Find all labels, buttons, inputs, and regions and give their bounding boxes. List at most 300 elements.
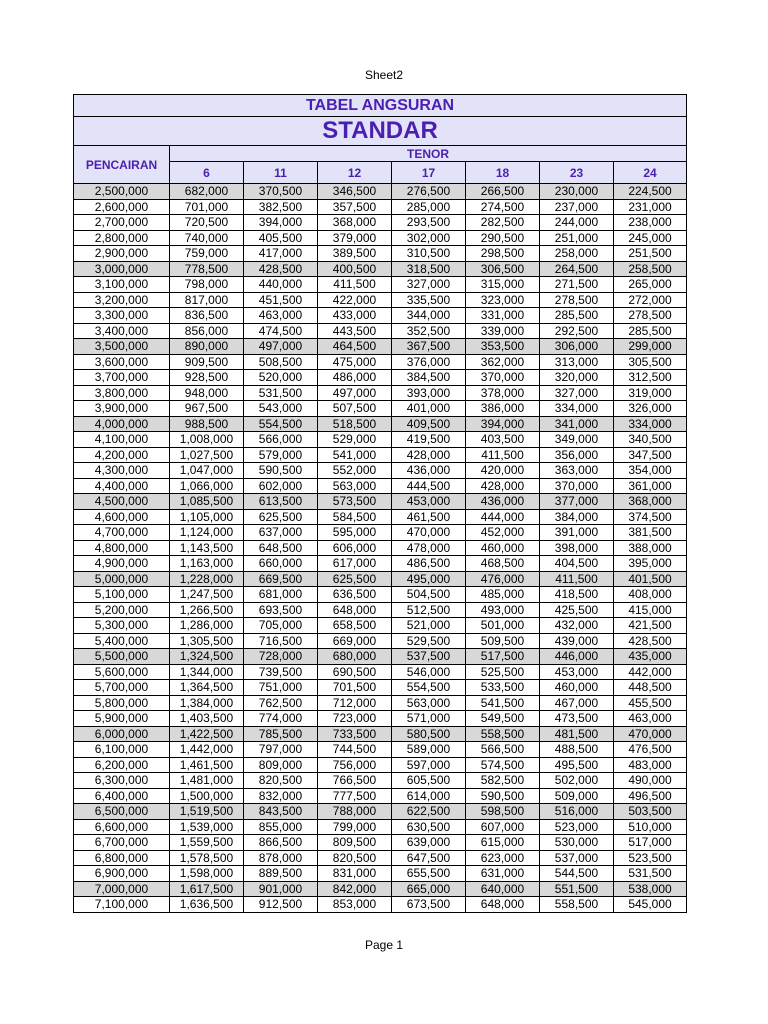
table-row: [74, 478, 687, 494]
table-row: [74, 866, 687, 882]
installment-cell: 1,163,000: [170, 556, 244, 572]
installment-cell: 266,500: [466, 184, 540, 200]
installment-cell: 467,000: [540, 695, 614, 711]
installment-cell: 531,500: [614, 866, 687, 882]
installment-cell: 740,000: [170, 230, 244, 246]
installment-cell: 762,500: [244, 695, 318, 711]
installment-cell: 378,000: [466, 385, 540, 401]
installment-cell: 1,559,500: [170, 835, 244, 851]
pencairan-cell: 5,900,000: [74, 711, 170, 727]
tenor-column-header: 6: [170, 162, 244, 184]
installment-cell: 507,500: [318, 401, 392, 417]
installment-cell: 890,000: [170, 339, 244, 355]
installment-cell: 443,500: [318, 323, 392, 339]
installment-cell: 502,000: [540, 773, 614, 789]
pencairan-cell: 7,000,000: [74, 881, 170, 897]
installment-cell: 341,000: [540, 416, 614, 432]
installment-cell: 421,500: [614, 618, 687, 634]
installment-cell: 398,000: [540, 540, 614, 556]
installment-cell: 486,000: [318, 370, 392, 386]
installment-cell: 420,000: [466, 463, 540, 479]
installment-cell: 613,500: [244, 494, 318, 510]
installment-cell: 272,000: [614, 292, 687, 308]
installment-cell: 436,000: [466, 494, 540, 510]
installment-cell: 310,500: [392, 246, 466, 262]
table-row: [74, 370, 687, 386]
installment-cell: 785,500: [244, 726, 318, 742]
pencairan-cell: 3,100,000: [74, 277, 170, 293]
installment-cell: 584,500: [318, 509, 392, 525]
installment-cell: 1,481,000: [170, 773, 244, 789]
installment-cell: 224,500: [614, 184, 687, 200]
installment-cell: 530,000: [540, 835, 614, 851]
table-row: [74, 602, 687, 618]
installment-cell: 278,500: [614, 308, 687, 324]
table-row: [74, 788, 687, 804]
installment-cell: 493,000: [466, 602, 540, 618]
installment-cell: 1,539,000: [170, 819, 244, 835]
installment-cell: 367,500: [392, 339, 466, 355]
tenor-column-header: 12: [318, 162, 392, 184]
installment-cell: 866,500: [244, 835, 318, 851]
installment-cell: 357,500: [318, 199, 392, 215]
installment-cell: 537,000: [540, 850, 614, 866]
installment-cell: 878,000: [244, 850, 318, 866]
pencairan-cell: 6,800,000: [74, 850, 170, 866]
table-row: [74, 680, 687, 696]
installment-cell: 451,500: [244, 292, 318, 308]
pencairan-cell: 3,400,000: [74, 323, 170, 339]
installment-cell: 331,000: [466, 308, 540, 324]
pencairan-cell: 2,800,000: [74, 230, 170, 246]
installment-cell: 418,500: [540, 587, 614, 603]
tenor-column-header: 11: [244, 162, 318, 184]
installment-cell: 716,500: [244, 633, 318, 649]
installment-cell: 809,500: [318, 835, 392, 851]
installment-cell: 376,000: [392, 354, 466, 370]
pencairan-cell: 2,900,000: [74, 246, 170, 262]
table-row: [74, 432, 687, 448]
installment-cell: 509,500: [466, 633, 540, 649]
installment-cell: 400,500: [318, 261, 392, 277]
installment-cell: 401,500: [614, 571, 687, 587]
installment-cell: 384,000: [540, 509, 614, 525]
table-row: [74, 571, 687, 587]
installment-cell: 589,000: [392, 742, 466, 758]
table-row: [74, 556, 687, 572]
installment-cell: 546,000: [392, 664, 466, 680]
installment-cell: 409,500: [392, 416, 466, 432]
installment-cell: 461,500: [392, 509, 466, 525]
installment-cell: 374,500: [614, 509, 687, 525]
installment-cell: 558,500: [466, 726, 540, 742]
installment-cell: 521,000: [392, 618, 466, 634]
installment-cell: 508,500: [244, 354, 318, 370]
installment-cell: 352,500: [392, 323, 466, 339]
installment-cell: 404,500: [540, 556, 614, 572]
installment-cell: 475,000: [318, 354, 392, 370]
pencairan-cell: 6,900,000: [74, 866, 170, 882]
installment-cell: 582,500: [466, 773, 540, 789]
installment-cell: 590,500: [466, 788, 540, 804]
table-row: [74, 881, 687, 897]
installment-cell: 909,500: [170, 354, 244, 370]
pencairan-cell: 2,700,000: [74, 215, 170, 231]
installment-cell: 363,000: [540, 463, 614, 479]
installment-cell: 669,000: [318, 633, 392, 649]
installment-cell: 605,500: [392, 773, 466, 789]
pencairan-cell: 4,200,000: [74, 447, 170, 463]
table-row: [74, 633, 687, 649]
installment-cell: 720,500: [170, 215, 244, 231]
installment-cell: 551,500: [540, 881, 614, 897]
pencairan-cell: 6,700,000: [74, 835, 170, 851]
installment-cell: 391,000: [540, 525, 614, 541]
pencairan-cell: 4,400,000: [74, 478, 170, 494]
installment-cell: 681,000: [244, 587, 318, 603]
installment-cell: 820,500: [244, 773, 318, 789]
table-title: TABEL ANGSURAN: [74, 95, 687, 117]
installment-cell: 435,000: [614, 649, 687, 665]
table-row: [74, 525, 687, 541]
pencairan-cell: 7,100,000: [74, 897, 170, 913]
installment-cell: 463,000: [614, 711, 687, 727]
installment-cell: 531,500: [244, 385, 318, 401]
installment-cell: 485,000: [466, 587, 540, 603]
installment-cell: 1,143,500: [170, 540, 244, 556]
installment-cell: 452,000: [466, 525, 540, 541]
installment-cell: 370,500: [244, 184, 318, 200]
installment-cell: 798,000: [170, 277, 244, 293]
installment-cell: 411,500: [318, 277, 392, 293]
pencairan-cell: 5,200,000: [74, 602, 170, 618]
table-row: [74, 385, 687, 401]
installment-cell: 455,500: [614, 695, 687, 711]
installment-cell: 354,000: [614, 463, 687, 479]
installment-cell: 1,324,500: [170, 649, 244, 665]
installment-cell: 251,000: [540, 230, 614, 246]
installment-cell: 1,617,500: [170, 881, 244, 897]
installment-cell: 566,000: [244, 432, 318, 448]
installment-cell: 1,500,000: [170, 788, 244, 804]
installment-cell: 545,000: [614, 897, 687, 913]
pencairan-cell: 3,800,000: [74, 385, 170, 401]
installment-cell: 673,500: [392, 897, 466, 913]
installment-cell: 660,000: [244, 556, 318, 572]
installment-cell: 483,000: [614, 757, 687, 773]
installment-cell: 541,500: [466, 695, 540, 711]
installment-cell: 512,500: [392, 602, 466, 618]
pencairan-cell: 3,900,000: [74, 401, 170, 417]
installment-cell: 788,000: [318, 804, 392, 820]
tenor-column-header: 17: [392, 162, 466, 184]
pencairan-cell: 5,000,000: [74, 571, 170, 587]
installment-cell: 323,000: [466, 292, 540, 308]
installment-cell: 756,000: [318, 757, 392, 773]
installment-cell: 334,000: [614, 416, 687, 432]
pencairan-cell: 6,300,000: [74, 773, 170, 789]
installment-cell: 759,000: [170, 246, 244, 262]
installment-cell: 529,500: [392, 633, 466, 649]
table-row: [74, 261, 687, 277]
installment-cell: 739,500: [244, 664, 318, 680]
installment-cell: 655,500: [392, 866, 466, 882]
pencairan-cell: 5,700,000: [74, 680, 170, 696]
installment-cell: 517,500: [466, 649, 540, 665]
table-row: [74, 695, 687, 711]
pencairan-cell: 3,500,000: [74, 339, 170, 355]
pencairan-cell: 3,200,000: [74, 292, 170, 308]
installment-cell: 617,000: [318, 556, 392, 572]
installment-cell: 497,000: [318, 385, 392, 401]
installment-cell: 474,500: [244, 323, 318, 339]
pencairan-cell: 3,300,000: [74, 308, 170, 324]
installment-cell: 647,500: [392, 850, 466, 866]
installment-cell: 889,500: [244, 866, 318, 882]
table-row: [74, 711, 687, 727]
installment-cell: 579,000: [244, 447, 318, 463]
installment-cell: 1,247,500: [170, 587, 244, 603]
installment-cell: 403,500: [466, 432, 540, 448]
installment-cell: 394,000: [244, 215, 318, 231]
installment-cell: 393,000: [392, 385, 466, 401]
installment-cell: 313,000: [540, 354, 614, 370]
table-row: [74, 819, 687, 835]
table-row: [74, 339, 687, 355]
installment-cell: 637,000: [244, 525, 318, 541]
installment-cell: 231,000: [614, 199, 687, 215]
installment-cell: 258,500: [614, 261, 687, 277]
installment-cell: 832,000: [244, 788, 318, 804]
installment-cell: 463,000: [244, 308, 318, 324]
pencairan-cell: 6,500,000: [74, 804, 170, 820]
installment-cell: 928,500: [170, 370, 244, 386]
installment-cell: 302,000: [392, 230, 466, 246]
installment-cell: 238,000: [614, 215, 687, 231]
tenor-header: TENOR: [170, 146, 687, 162]
installment-cell: 1,124,000: [170, 525, 244, 541]
installment-cell: 298,500: [466, 246, 540, 262]
installment-cell: 912,500: [244, 897, 318, 913]
installment-cell: 470,000: [614, 726, 687, 742]
installment-cell: 425,500: [540, 602, 614, 618]
installment-cell: 1,598,000: [170, 866, 244, 882]
installment-cell: 817,000: [170, 292, 244, 308]
installment-cell: 778,500: [170, 261, 244, 277]
installment-cell: 453,000: [392, 494, 466, 510]
table-row: [74, 664, 687, 680]
page-number: Page 1: [364, 938, 404, 952]
installment-cell: 405,500: [244, 230, 318, 246]
installment-cell: 723,000: [318, 711, 392, 727]
installment-cell: 353,500: [466, 339, 540, 355]
table-row: [74, 494, 687, 510]
installment-cell: 334,000: [540, 401, 614, 417]
installment-cell: 1,578,500: [170, 850, 244, 866]
installment-cell: 580,500: [392, 726, 466, 742]
table-row: [74, 897, 687, 913]
tenor-column-header: 18: [466, 162, 540, 184]
installment-cell: 285,500: [540, 308, 614, 324]
pencairan-cell: 6,600,000: [74, 819, 170, 835]
table-row: [74, 354, 687, 370]
installment-cell: 701,500: [318, 680, 392, 696]
table-row: [74, 587, 687, 603]
installment-cell: 503,500: [614, 804, 687, 820]
table-row: [74, 618, 687, 634]
pencairan-cell: 5,800,000: [74, 695, 170, 711]
installment-cell: 453,000: [540, 664, 614, 680]
installment-cell: 433,000: [318, 308, 392, 324]
pencairan-cell: 4,900,000: [74, 556, 170, 572]
installment-cell: 271,500: [540, 277, 614, 293]
installment-cell: 623,000: [466, 850, 540, 866]
installment-cell: 607,000: [466, 819, 540, 835]
installment-cell: 636,500: [318, 587, 392, 603]
table-row: [74, 540, 687, 556]
installment-cell: 446,000: [540, 649, 614, 665]
installment-cell: 1,461,500: [170, 757, 244, 773]
installment-cell: 614,000: [392, 788, 466, 804]
installment-cell: 728,000: [244, 649, 318, 665]
table-row: [74, 835, 687, 851]
pencairan-cell: 6,400,000: [74, 788, 170, 804]
installment-cell: 356,000: [540, 447, 614, 463]
installment-cell: 428,000: [392, 447, 466, 463]
installment-cell: 799,000: [318, 819, 392, 835]
installment-cell: 529,000: [318, 432, 392, 448]
installment-cell: 326,000: [614, 401, 687, 417]
installment-cell: 274,500: [466, 199, 540, 215]
table-row: [74, 199, 687, 215]
installment-cell: 419,500: [392, 432, 466, 448]
installment-cell: 386,000: [466, 401, 540, 417]
table-row: [74, 215, 687, 231]
table-row: [74, 757, 687, 773]
installment-cell: 1,027,500: [170, 447, 244, 463]
installment-cell: 305,500: [614, 354, 687, 370]
installment-cell: 836,500: [170, 308, 244, 324]
installment-cell: 490,000: [614, 773, 687, 789]
installment-cell: 948,000: [170, 385, 244, 401]
installment-cell: 245,000: [614, 230, 687, 246]
installment-cell: 370,000: [466, 370, 540, 386]
installment-cell: 658,500: [318, 618, 392, 634]
installment-cell: 625,500: [318, 571, 392, 587]
installment-cell: 640,000: [466, 881, 540, 897]
installment-cell: 401,000: [392, 401, 466, 417]
tenor-column-header: 24: [614, 162, 687, 184]
table-row: [74, 447, 687, 463]
installment-cell: 630,500: [392, 819, 466, 835]
table-row: [74, 850, 687, 866]
installment-cell: 306,500: [466, 261, 540, 277]
installment-cell: 379,000: [318, 230, 392, 246]
table-row: [74, 649, 687, 665]
installment-cell: 320,000: [540, 370, 614, 386]
installment-cell: 554,500: [392, 680, 466, 696]
installment-cell: 606,000: [318, 540, 392, 556]
installment-cell: 1,305,500: [170, 633, 244, 649]
installment-cell: 389,500: [318, 246, 392, 262]
installment-cell: 523,000: [540, 819, 614, 835]
installment-cell: 523,500: [614, 850, 687, 866]
installment-cell: 428,500: [614, 633, 687, 649]
table-row: [74, 308, 687, 324]
installment-cell: 573,500: [318, 494, 392, 510]
installment-cell: 495,500: [540, 757, 614, 773]
pencairan-cell: 5,100,000: [74, 587, 170, 603]
installment-cell: 518,500: [318, 416, 392, 432]
installment-cell: 368,000: [318, 215, 392, 231]
installment-cell: 516,000: [540, 804, 614, 820]
pencairan-cell: 4,000,000: [74, 416, 170, 432]
installment-cell: 318,500: [392, 261, 466, 277]
installment-cell: 766,500: [318, 773, 392, 789]
pencairan-cell: 4,500,000: [74, 494, 170, 510]
table-row: [74, 246, 687, 262]
installment-cell: 496,500: [614, 788, 687, 804]
installment-cell: 517,000: [614, 835, 687, 851]
installment-cell: 237,000: [540, 199, 614, 215]
installment-cell: 648,000: [466, 897, 540, 913]
pencairan-cell: 6,000,000: [74, 726, 170, 742]
installment-cell: 680,000: [318, 649, 392, 665]
installment-cell: 258,000: [540, 246, 614, 262]
installment-cell: 381,500: [614, 525, 687, 541]
pencairan-cell: 3,600,000: [74, 354, 170, 370]
installment-cell: 486,500: [392, 556, 466, 572]
pencairan-cell: 4,600,000: [74, 509, 170, 525]
installment-cell: 282,500: [466, 215, 540, 231]
installment-cell: 571,000: [392, 711, 466, 727]
installment-cell: 1,085,500: [170, 494, 244, 510]
installment-cell: 339,000: [466, 323, 540, 339]
installment-cell: 244,000: [540, 215, 614, 231]
installment-cell: 1,066,000: [170, 478, 244, 494]
installment-cell: 468,500: [466, 556, 540, 572]
installment-cell: 1,228,000: [170, 571, 244, 587]
installment-cell: 251,500: [614, 246, 687, 262]
installment-cell: 340,500: [614, 432, 687, 448]
installment-cell: 497,000: [244, 339, 318, 355]
table-row: [74, 277, 687, 293]
table-row: [74, 509, 687, 525]
installment-cell: 370,000: [540, 478, 614, 494]
installment-cell: 712,000: [318, 695, 392, 711]
installment-cell: 1,266,500: [170, 602, 244, 618]
installment-cell: 384,500: [392, 370, 466, 386]
installment-cell: 533,500: [466, 680, 540, 696]
installment-cell: 1,384,000: [170, 695, 244, 711]
installment-cell: 1,105,000: [170, 509, 244, 525]
installment-cell: 537,500: [392, 649, 466, 665]
installment-cell: 347,500: [614, 447, 687, 463]
installment-cell: 501,000: [466, 618, 540, 634]
pencairan-cell: 5,400,000: [74, 633, 170, 649]
installment-cell: 377,000: [540, 494, 614, 510]
installment-cell: 552,000: [318, 463, 392, 479]
installment-cell: 293,500: [392, 215, 466, 231]
table-row: [74, 726, 687, 742]
installment-cell: 415,000: [614, 602, 687, 618]
installment-cell: 411,500: [540, 571, 614, 587]
installment-cell: 967,500: [170, 401, 244, 417]
installment-cell: 464,500: [318, 339, 392, 355]
installment-cell: 476,000: [466, 571, 540, 587]
installment-cell: 344,000: [392, 308, 466, 324]
installment-cell: 509,000: [540, 788, 614, 804]
